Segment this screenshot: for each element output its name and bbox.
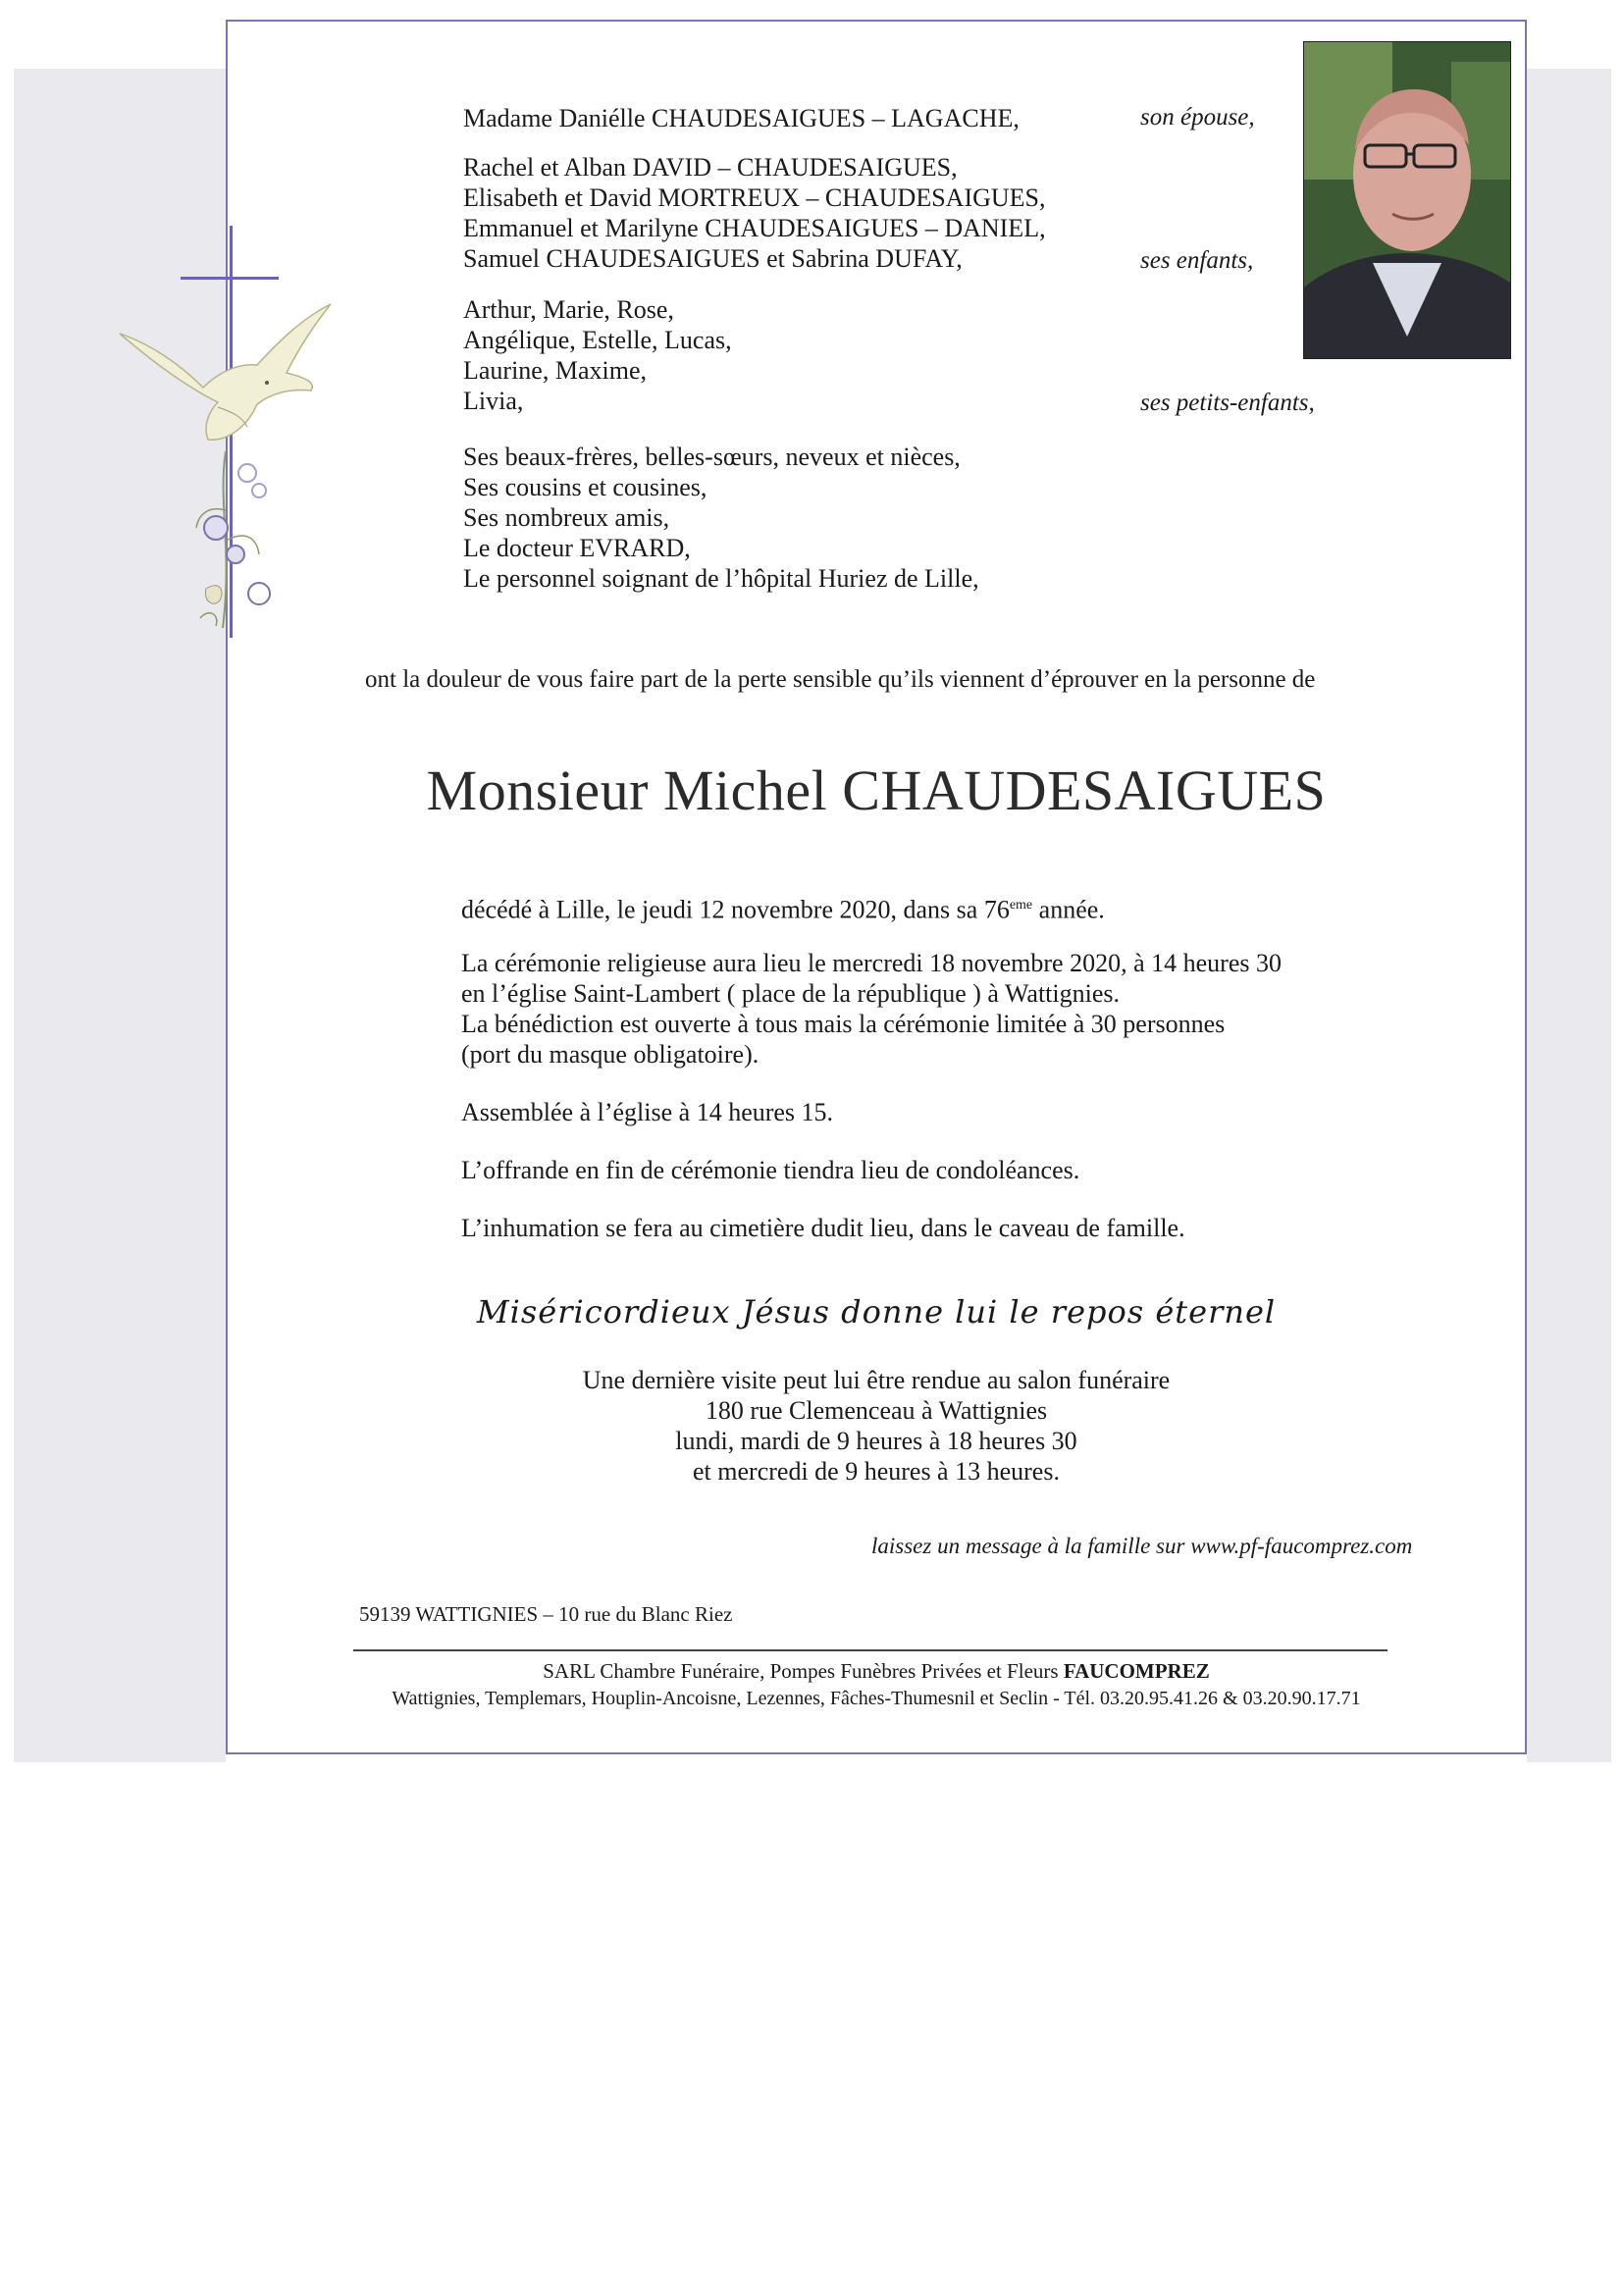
grandchild-line: Angélique, Estelle, Lucas,	[463, 326, 732, 354]
company-line	[226, 1656, 1527, 1687]
relative-line: Ses beaux-frères, belles-sœurs, neveux et nièces,	[463, 443, 961, 471]
funeral-home-address: 59139 WATTIGNIES – 10 rue du Blanc Riez	[359, 1602, 733, 1626]
relative-line: Le docteur EVRARD,	[463, 534, 691, 562]
death-info-end: année.	[1032, 895, 1105, 924]
deceased-name: Monsieur Michel CHAUDESAIGUES	[426, 758, 1327, 822]
child-line: Elisabeth et David MORTREUX – CHAUDESAIGUES,	[463, 183, 1046, 212]
deceased-portrait-photo	[1303, 41, 1511, 359]
visit-line: et mercredi de 9 heures à 13 heures.	[693, 1457, 1060, 1486]
company-locations: Wattignies, Templemars, Houplin-Ancoisne, Lezennes, Fâches-Thumesnil et Seclin - Tél. 03.20.95.41.26 & 03.20.90.17.71	[392, 1688, 1361, 1709]
company-name: FAUCOMPREZ	[1063, 1659, 1210, 1683]
ceremony-line: en l’église Saint-Lambert ( place de la république ) à Wattignies.	[461, 979, 1121, 1008]
footer-divider	[353, 1649, 1387, 1651]
grandchild-line: Laurine, Maxime,	[463, 356, 647, 385]
visit-line: 180 rue Clemenceau à Wattignies	[705, 1396, 1048, 1425]
children-role: ses enfants,	[1140, 247, 1254, 274]
offering-text: L’offrande en fin de cérémonie tiendra lieu de condoléances.	[461, 1156, 1080, 1184]
assembly-text: Assemblée à l’église à 14 heures 15.	[461, 1098, 834, 1126]
ceremony-line: La cérémonie religieuse aura lieu le mercredi 18 novembre 2020, à 14 heures 30	[461, 949, 1282, 977]
spouse-line: Madame Daniélle CHAUDESAIGUES – LAGACHE,	[463, 104, 1020, 132]
child-line: Samuel CHAUDESAIGUES et Sabrina DUFAY,	[463, 244, 963, 273]
grandchild-line: Arthur, Marie, Rose,	[463, 295, 674, 324]
child-line: Rachel et Alban DAVID – CHAUDESAIGUES,	[463, 153, 958, 182]
death-info-main: décédé à Lille, le jeudi 12 novembre 2020, dans sa 76	[461, 895, 1010, 924]
death-info-superscript: eme	[1009, 898, 1033, 913]
ceremony-line: La bénédiction est ouverte à tous mais la cérémonie limitée à 30 personnes	[461, 1010, 1226, 1038]
death-info	[461, 890, 1105, 925]
spouse-role: son épouse,	[1140, 104, 1255, 130]
scan-background-right	[1527, 69, 1611, 1762]
announcement-text: ont la douleur de vous faire part de la perte sensible qu’ils viennent d’éprouver en la personne de	[365, 666, 1316, 693]
burial-text: L’inhumation se fera au cimetière dudit lieu, dans le caveau de famille.	[461, 1214, 1185, 1242]
company-description: SARL Chambre Funéraire, Pompes Funèbres Privées et Fleurs	[543, 1659, 1064, 1683]
prayer-text: Miséricordieux Jésus donne lui le repos éternel	[476, 1293, 1277, 1331]
relative-line: Ses nombreux amis,	[463, 503, 670, 532]
grandchild-line: Livia,	[463, 387, 524, 415]
website-message: laissez un message à la famille sur www.pf-faucomprez.com	[871, 1534, 1413, 1558]
grandchildren-role: ses petits-enfants,	[1140, 390, 1315, 416]
cross-dove-decoration-icon	[110, 216, 345, 667]
relative-line: Le personnel soignant de l’hôpital Huriez de Lille,	[463, 564, 979, 593]
ceremony-line: (port du masque obligatoire).	[461, 1040, 759, 1069]
relative-line: Ses cousins et cousines,	[463, 473, 707, 501]
child-line: Emmanuel et Marilyne CHAUDESAIGUES – DANIEL,	[463, 214, 1046, 242]
visit-line: Une dernière visite peut lui être rendue au salon funéraire	[582, 1366, 1171, 1394]
visit-line: lundi, mardi de 9 heures à 18 heures 30	[675, 1427, 1077, 1455]
